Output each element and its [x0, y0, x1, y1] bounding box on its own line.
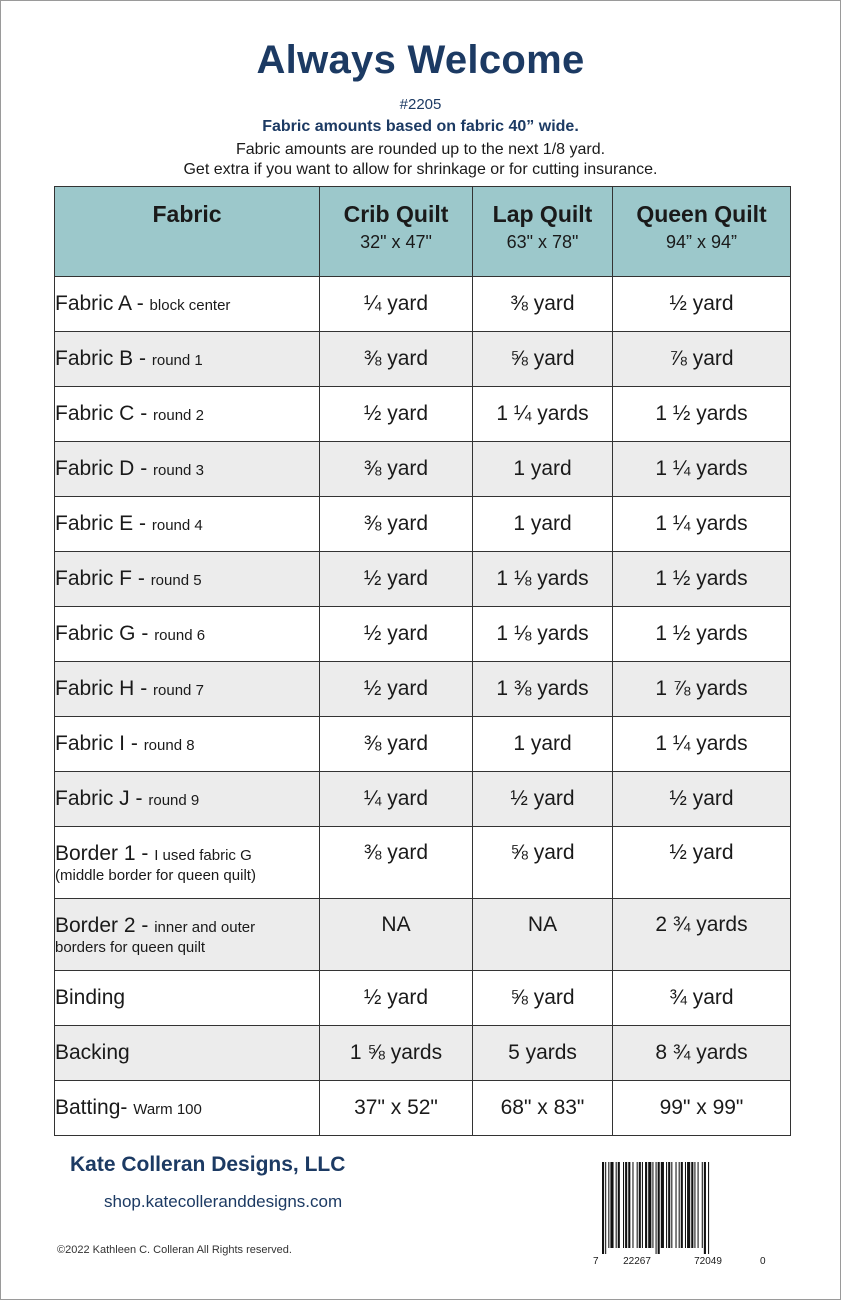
fabric-detail: Warm 100 [133, 1101, 202, 1118]
fabric-detail-line2: (middle border for queen quilt) [55, 866, 256, 884]
fabric-name: Border 1 [55, 841, 136, 865]
fabric-requirements-table [54, 186, 791, 1136]
queen-quilt-amount: ½ yard [613, 827, 791, 899]
column-header-size: 32" x 47" [360, 232, 432, 252]
barcode-bar [685, 1162, 686, 1248]
queen-quilt-amount: ¾ yard [613, 971, 791, 1026]
column-header-name: Fabric [152, 201, 222, 227]
crib-quilt-amount: ¼ yard [320, 277, 473, 332]
crib-quilt-amount: 1 ⅝ yards [320, 1026, 473, 1081]
barcode-bar [668, 1162, 670, 1248]
barcode-bar [639, 1162, 641, 1248]
fabric-cell [55, 827, 320, 899]
table-row [55, 971, 791, 1026]
fabric-cell [55, 971, 320, 1026]
fabric-cell [55, 1081, 320, 1136]
fabric-detail: round 6 [154, 627, 206, 644]
lap-quilt-amount: 5 yards [473, 1026, 613, 1081]
queen-quilt-amount: 1 ½ yards [613, 387, 791, 442]
fabric-cell [55, 772, 320, 827]
barcode-digit-check: 0 [760, 1256, 766, 1267]
queen-quilt-amount: 8 ¾ yards [613, 1026, 791, 1081]
fabric-cell [55, 899, 320, 971]
table-row [55, 332, 791, 387]
barcode-bar [666, 1162, 667, 1248]
fabric-cell [55, 442, 320, 497]
barcode-bar [679, 1162, 680, 1248]
table-row [55, 552, 791, 607]
fabric-cell [55, 1026, 320, 1081]
crib-quilt-amount: ½ yard [320, 971, 473, 1026]
lap-quilt-amount: 1 yard [473, 442, 613, 497]
crib-quilt-amount: NA [320, 899, 473, 971]
queen-quilt-amount: 1 ¼ yards [613, 497, 791, 552]
table-header-row [55, 187, 791, 277]
company-name: Kate Colleran Designs, LLC [70, 1153, 346, 1176]
table-body [55, 277, 791, 1136]
fabric-name: Backing [55, 1041, 130, 1064]
fabric-detail: round 5 [150, 572, 202, 589]
fabric-separator: - [134, 457, 154, 480]
lap-quilt-amount: 1 ⅜ yards [473, 662, 613, 717]
queen-quilt-amount: ½ yard [613, 277, 791, 332]
queen-quilt-amount: 99" x 99" [613, 1081, 791, 1136]
column-header-name: Lap Quilt [492, 201, 593, 227]
queen-quilt-amount: 1 ½ yards [613, 607, 791, 662]
fabric-cell [55, 717, 320, 772]
barcode-bar [681, 1162, 683, 1248]
column-header-name: Queen Quilt [636, 201, 767, 227]
table-row [55, 717, 791, 772]
barcode-bar [687, 1162, 690, 1248]
barcode-bar [642, 1162, 643, 1248]
crib-quilt-amount: ½ yard [320, 662, 473, 717]
barcode-bar [628, 1162, 630, 1248]
lap-quilt-amount: 1 ¼ yards [473, 387, 613, 442]
crib-quilt-amount: 37" x 52" [320, 1081, 473, 1136]
column-header-size: 63" x 78" [506, 232, 579, 252]
fabric-detail: block center [149, 297, 231, 314]
barcode-bar [605, 1162, 606, 1254]
barcode-bar [694, 1162, 695, 1248]
table-row [55, 607, 791, 662]
fabric-detail-line2: borders for queen quilt [55, 938, 206, 956]
table-row [55, 1026, 791, 1081]
fabric-separator: - [125, 732, 144, 755]
fabric-name: Fabric E [55, 512, 134, 535]
crib-quilt-amount: ½ yard [320, 387, 473, 442]
barcode-bar [658, 1162, 660, 1254]
lap-quilt-amount: 1 yard [473, 497, 613, 552]
barcode-bar [652, 1162, 653, 1248]
fabric-cell [55, 497, 320, 552]
table-row [55, 387, 791, 442]
rounding-note: Fabric amounts are rounded up to the next 1/8 yard. [235, 141, 606, 158]
fabric-separator: - [134, 677, 154, 700]
crib-quilt-amount: ⅜ yard [320, 332, 473, 387]
fabric-separator: - [135, 841, 155, 865]
barcode [590, 1158, 770, 1268]
fabric-detail: round 2 [153, 407, 204, 424]
barcode-bar [708, 1162, 709, 1254]
barcode-digit-system: 7 [593, 1256, 599, 1267]
fabric-name: Fabric I [55, 732, 126, 755]
table-row [55, 772, 791, 827]
fabric-name: Fabric B [55, 347, 134, 370]
column-header-crib [320, 187, 473, 277]
crib-quilt-amount: ⅜ yard [320, 827, 473, 899]
queen-quilt-amount: ⅞ yard [613, 332, 791, 387]
barcode-digits-right: 72049 [694, 1256, 722, 1267]
table-row [55, 1081, 791, 1136]
crib-quilt-amount: ½ yard [320, 552, 473, 607]
column-header-lap [473, 187, 613, 277]
fabric-detail: inner and outer [154, 918, 256, 936]
fabric-separator: - [133, 347, 152, 370]
fabric-detail: I used fabric G [154, 846, 252, 864]
barcode-bar [656, 1162, 657, 1254]
fabric-separator: - [133, 512, 152, 535]
copyright-notice: ©2022 Kathleen C. Colleran All Rights reserved. [57, 1244, 292, 1256]
barcode-bar [648, 1162, 651, 1248]
barcode-bar [616, 1162, 617, 1248]
barcode-bar [671, 1162, 672, 1248]
fabric-name: Fabric G [55, 622, 136, 645]
table-row [55, 277, 791, 332]
crib-quilt-amount: ⅜ yard [320, 717, 473, 772]
barcode-bar [704, 1162, 706, 1254]
queen-quilt-amount: 1 ⅞ yards [613, 662, 791, 717]
lap-quilt-amount: 1 ⅛ yards [473, 552, 613, 607]
extra-fabric-note: Get extra if you want to allow for shrinkage or for cutting insurance. [183, 161, 658, 178]
barcode-bar [618, 1162, 620, 1248]
fabric-cell [55, 607, 320, 662]
lap-quilt-amount: 1 ⅛ yards [473, 607, 613, 662]
fabric-separator: - [120, 1096, 134, 1119]
lap-quilt-amount: ⅝ yard [473, 332, 613, 387]
lap-quilt-amount: 1 yard [473, 717, 613, 772]
barcode-bar [645, 1162, 647, 1248]
fabric-separator: - [135, 622, 155, 645]
fabric-detail: round 4 [151, 517, 203, 534]
table-row [55, 899, 791, 971]
lap-quilt-amount: ⅜ yard [473, 277, 613, 332]
fabric-detail: round 1 [151, 352, 203, 369]
fabric-name: Fabric H [55, 677, 135, 700]
table-row [55, 827, 791, 899]
barcode-bar [676, 1162, 677, 1248]
pattern-number: #2205 [399, 96, 442, 113]
table-row [55, 442, 791, 497]
column-header-queen [613, 187, 791, 277]
lap-quilt-amount: ⅝ yard [473, 827, 613, 899]
crib-quilt-amount: ½ yard [320, 607, 473, 662]
queen-quilt-amount: 2 ¾ yards [613, 899, 791, 971]
website-url: shop.katecolleranddesigns.com [104, 1192, 343, 1211]
fabric-name: Fabric D [55, 457, 135, 480]
barcode-bar [637, 1162, 638, 1248]
fabric-cell [55, 662, 320, 717]
barcode-bar [661, 1162, 664, 1248]
column-header-name: Crib Quilt [343, 201, 449, 227]
barcode-bar [702, 1162, 703, 1248]
fabric-name: Border 2 [55, 913, 136, 937]
fabric-separator: - [134, 402, 154, 425]
barcode-bar [608, 1162, 609, 1248]
fabric-detail: round 9 [148, 792, 200, 809]
barcode-bar [623, 1162, 624, 1248]
barcode-bar [632, 1162, 633, 1248]
crib-quilt-amount: ⅜ yard [320, 442, 473, 497]
crib-quilt-amount: ¼ yard [320, 772, 473, 827]
fabric-cell [55, 332, 320, 387]
queen-quilt-amount: 1 ¼ yards [613, 717, 791, 772]
barcode-bar [625, 1162, 627, 1248]
table-row [55, 662, 791, 717]
fabric-separator: - [135, 913, 155, 937]
queen-quilt-amount: ½ yard [613, 772, 791, 827]
fabric-name: Fabric C [55, 402, 135, 425]
barcode-digits-left: 22267 [623, 1256, 651, 1267]
fabric-width-note: Fabric amounts based on fabric 40” wide. [262, 118, 579, 135]
column-header-fabric [55, 187, 320, 277]
crib-quilt-amount: ⅜ yard [320, 497, 473, 552]
lap-quilt-amount: NA [473, 899, 613, 971]
fabric-detail: round 3 [153, 462, 204, 479]
queen-quilt-amount: 1 ½ yards [613, 552, 791, 607]
queen-quilt-amount: 1 ¼ yards [613, 442, 791, 497]
fabric-name: Fabric F [55, 567, 133, 590]
fabric-cell [55, 277, 320, 332]
fabric-name: Binding [55, 986, 126, 1009]
barcode-bar [698, 1162, 699, 1248]
fabric-separator: - [129, 787, 149, 810]
fabric-cell [55, 552, 320, 607]
fabric-name: Fabric J [55, 787, 130, 810]
fabric-name: Fabric A [55, 292, 131, 315]
barcode-bar [691, 1162, 693, 1248]
table-row [55, 497, 791, 552]
fabric-detail: round 8 [143, 737, 195, 754]
lap-quilt-amount: 68" x 83" [473, 1081, 613, 1136]
fabric-separator: - [130, 292, 150, 315]
barcode-bar [610, 1162, 613, 1248]
fabric-name: Batting [55, 1096, 121, 1119]
fabric-separator: - [132, 567, 151, 590]
lap-quilt-amount: ⅝ yard [473, 971, 613, 1026]
column-header-size: 94” x 94” [665, 232, 738, 252]
fabric-cell [55, 387, 320, 442]
page-title: Always Welcome [256, 38, 585, 82]
lap-quilt-amount: ½ yard [473, 772, 613, 827]
barcode-bar [602, 1162, 604, 1254]
fabric-detail: round 7 [153, 682, 204, 699]
